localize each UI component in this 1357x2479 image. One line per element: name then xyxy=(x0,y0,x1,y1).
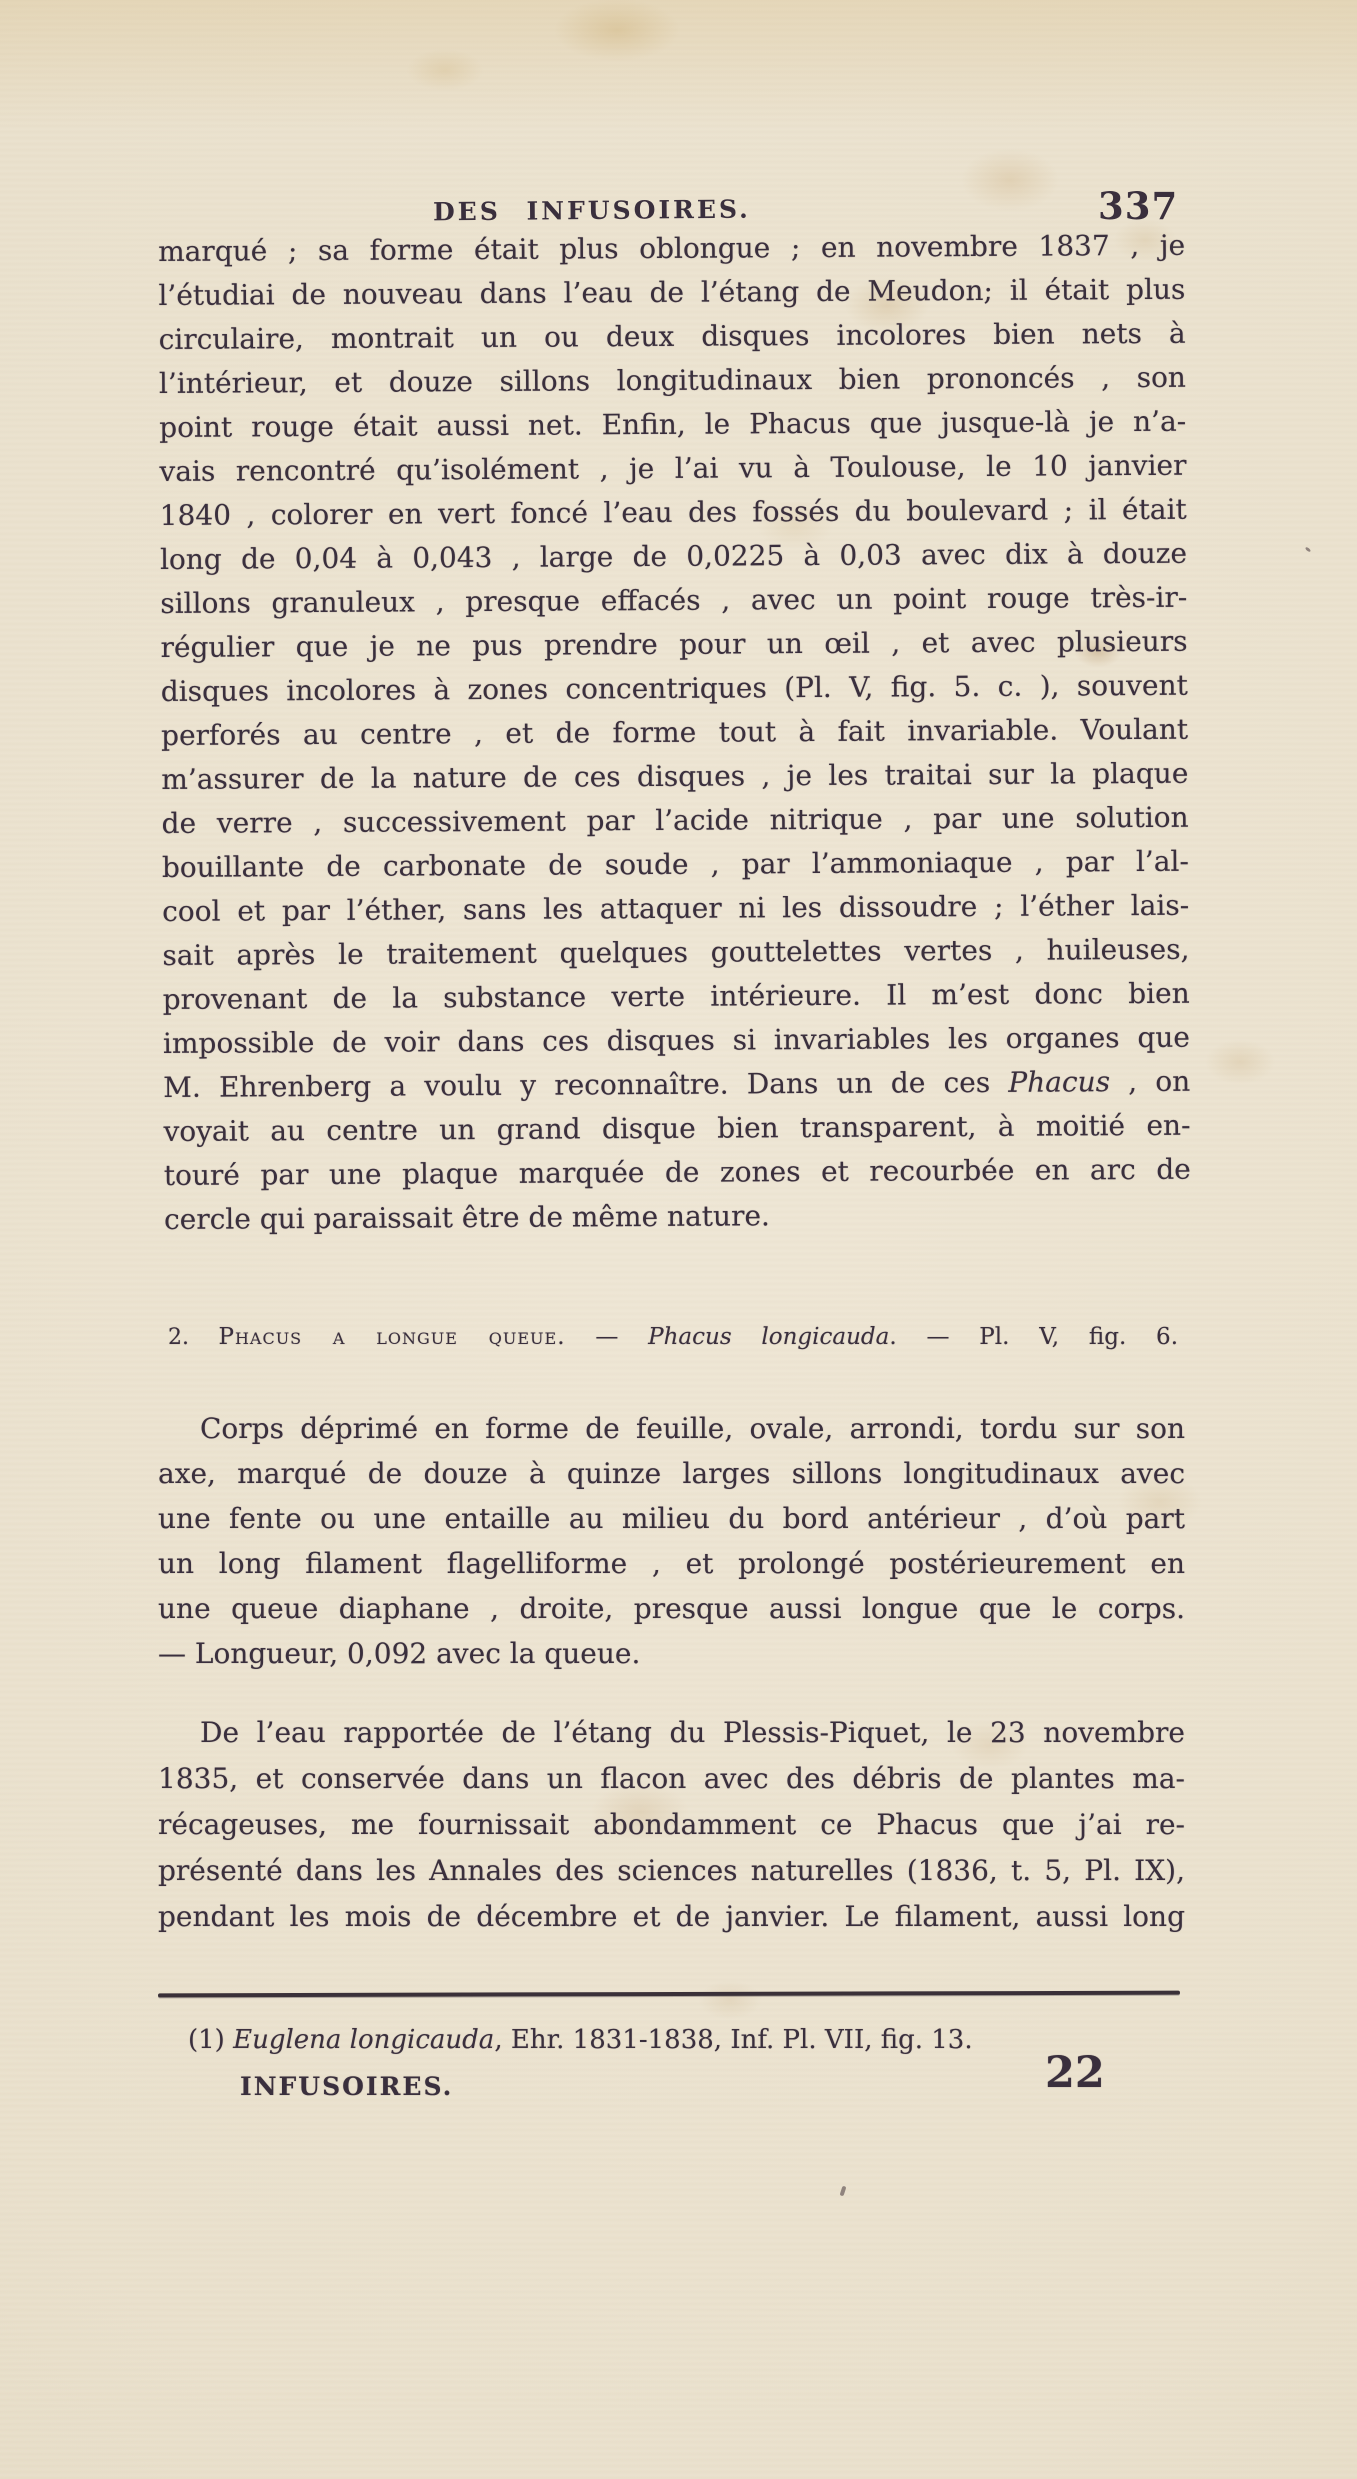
text-line: marqué ; sa forme était plus oblongue ; en novembre 1837 , je xyxy=(158,228,1186,268)
text-line: régulier que je ne pus prendre pour un œil , et avec plusieurs xyxy=(160,624,1188,664)
text-line: l’intérieur, et douze sillons longitudinaux bien prononcés , son xyxy=(158,360,1187,400)
text-line: sait après le traitement quelques gouttelettes vertes , huileuses, xyxy=(162,932,1190,972)
text-line: pendant les mois de décembre et de janvier. Le filament, aussi long xyxy=(158,1900,1185,1933)
text-line: 1840 , colorer en vert foncé l’eau des fossés du boulevard ; il était xyxy=(159,492,1187,532)
species-heading xyxy=(168,1324,1178,1350)
paragraph-body-description xyxy=(158,1406,1185,1676)
text-line: présenté dans les Annales des sciences naturelles (1836, t. 5, Pl. IX), xyxy=(158,1854,1185,1887)
text-line: de verre , successivement par l’acide nitrique , par une solution xyxy=(161,800,1189,840)
text-line: cercle qui paraissait être de même nature. xyxy=(163,1199,770,1236)
text-line: perforés au centre , et de forme tout à fait invariable. Voulant xyxy=(160,712,1189,752)
text-line: m’assurer de la nature de ces disques , je les traitai sur la plaque xyxy=(161,756,1189,796)
paragraph-phacus-description xyxy=(158,224,1191,1242)
text-line: Corps déprimé en forme de feuille, ovale, arrondi, tordu sur son xyxy=(200,1412,1185,1445)
signature-number: 22 xyxy=(1045,2048,1105,2098)
text-line: — Longueur, 0,092 avec la queue. xyxy=(158,1637,641,1670)
text-line: disques incolores à zones concentriques (Pl. V, fig. 5. c. ), souvent xyxy=(160,668,1188,708)
text-line: provenant de la substance verte intérieure. Il m’est donc bien xyxy=(162,976,1190,1016)
text-line: circulaire, montrait un ou deux disques incolores bien nets à xyxy=(158,316,1186,356)
text-line: vais rencontré qu’isolément , je l’ai vu à Toulouse, le 10 janvier xyxy=(159,448,1187,488)
text-line: 1835, et conservée dans un flacon avec des débris de plantes ma- xyxy=(158,1762,1185,1795)
running-title: DES INFUSOIRES. xyxy=(432,194,751,227)
text-line: un long filament flagelliforme , et prolongé postérieurement en xyxy=(158,1547,1185,1580)
species-heading-vernacular: Phacus a longue queue. xyxy=(218,1324,566,1350)
text-line: une fente ou une entaille au milieu du bord antérieur , d’où part xyxy=(158,1502,1185,1535)
species-heading-plate-ref: . — Pl. V, fig. 6. xyxy=(889,1324,1179,1350)
text-line: l’étudiai de nouveau dans l’eau de l’étang de Meudon; il était plus xyxy=(158,272,1186,312)
text-line: long de 0,04 à 0,043 , large de 0,0225 à 0,03 avec dix à douze xyxy=(159,536,1188,576)
text-line: voyait au centre un grand disque bien transparent, à moitié en- xyxy=(163,1108,1191,1148)
text-line: axe, marqué de douze à quinze larges sillons longitudinaux avec xyxy=(158,1457,1185,1490)
text-line: bouillante de carbonate de soude , par l’ammoniaque , par l’al- xyxy=(161,844,1189,884)
footnote-species-name: Euglena longicauda xyxy=(233,2025,495,2055)
species-heading-number: 2. xyxy=(168,1325,219,1350)
text-line: point rouge était aussi net. Enfin, le Phacus que jusque-là je n’a- xyxy=(159,404,1187,444)
page-header xyxy=(0,0,1357,240)
text-line: sillons granuleux , presque effacés , avec un point rouge très-ir- xyxy=(160,580,1188,620)
text-line: récageuses, me fournissait abondamment ce Phacus que j’ai re- xyxy=(158,1808,1185,1841)
footnote xyxy=(188,2020,1188,2060)
species-heading-separator: — xyxy=(565,1324,649,1350)
paragraph-observation xyxy=(158,1710,1185,1940)
text-line: cool et par l’éther, sans les attaquer ni les dissoudre ; l’éther lais- xyxy=(162,888,1190,928)
footnote-separator-rule xyxy=(158,1991,1180,1998)
paper-speck xyxy=(840,2186,847,2197)
page-number: 337 xyxy=(1098,184,1179,228)
footnote-reference: , Ehr. 1831-1838, Inf. Pl. VII, fig. 13. xyxy=(494,2025,973,2055)
species-heading-latin: Phacus longicauda xyxy=(648,1324,890,1350)
text-line: impossible de voir dans ces disques si invariables les organes que xyxy=(162,1020,1191,1060)
text-line: De l’eau rapportée de l’étang du Plessis-Piquet, le 23 novembre xyxy=(200,1716,1185,1749)
text-line: M. Ehrenberg a voulu y reconnaître. Dans un de ces Phacus , on xyxy=(163,1064,1191,1104)
footnote-marker: (1) xyxy=(188,2025,234,2055)
text-line: une queue diaphane , droite, presque aussi longue que le corps. xyxy=(158,1592,1185,1625)
paper-speck xyxy=(1305,546,1312,552)
signature-title: INFUSOIRES. xyxy=(240,2072,454,2101)
text-line: touré par une plaque marquée de zones et recourbée en arc de xyxy=(163,1152,1191,1192)
